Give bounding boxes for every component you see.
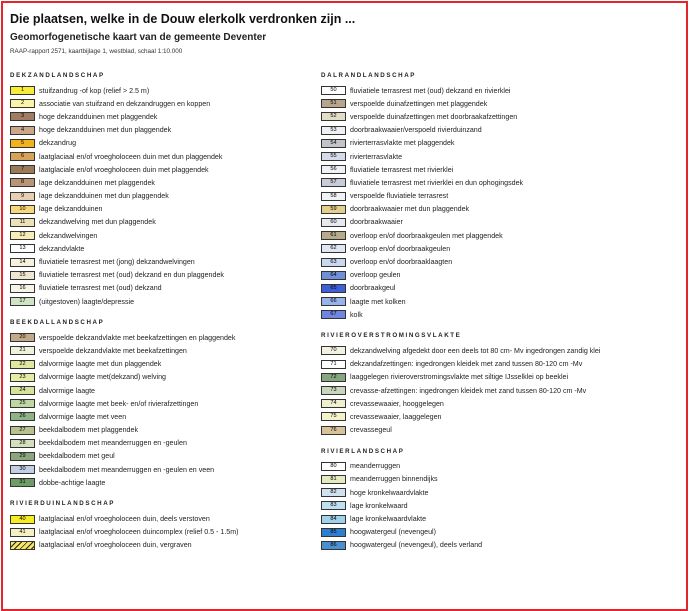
legend-item [321, 176, 683, 189]
legend-label: beekdalbodem met meanderruggen en -geulen [39, 439, 187, 448]
legend-swatch: 75 [321, 412, 346, 421]
legend-label: fluviatiele terrasrest met (oud) dekzand en rivierklei [350, 86, 511, 95]
legend-label: verspoelde fluviatiele terrasrest [350, 192, 449, 201]
legend-swatch: 67 [321, 310, 346, 319]
legend-label: beekdalbodem met meanderruggen en -geulen en veen [39, 465, 215, 474]
legend-label: doorbraakwaaier [350, 218, 403, 227]
legend-section [10, 318, 310, 489]
legend-item [321, 526, 683, 539]
legend-swatch: 15 [10, 271, 35, 280]
legend-label: dekzandafzettingen: ingedrongen kleidek met zand tussen 80-120 cm -Mv [350, 360, 583, 369]
legend-swatch: 21 [10, 346, 35, 355]
legend-item [321, 344, 683, 357]
legend-label: dekzandrug [39, 139, 77, 148]
legend-swatch: 72 [321, 373, 346, 382]
legend-swatch: 86 [321, 541, 346, 550]
legend-label: dekzandwelving met dun plaggendek [39, 218, 156, 227]
legend-swatch: 62 [321, 244, 346, 253]
section-heading: BEEKDALLANDSCHAP [10, 319, 105, 327]
legend-item [10, 424, 310, 437]
section-heading: RIVIERDUINLANDSCHAP [10, 500, 115, 508]
legend-item [10, 216, 310, 229]
legend-label: fluviatiele terrasrest met (oud) dekzand [39, 284, 162, 293]
legend-item [10, 84, 310, 97]
legend-item [10, 110, 310, 123]
legend-item [10, 97, 310, 110]
legend-item [321, 84, 683, 97]
legend-item [321, 371, 683, 384]
legend-item [10, 163, 310, 176]
legend-column-right [321, 71, 683, 552]
legend-item [10, 229, 310, 242]
legend-swatch: 16 [10, 284, 35, 293]
legend-label: meanderruggen [350, 462, 401, 471]
legend-swatch: 65 [321, 284, 346, 293]
legend-label: dekzandwelvingen [39, 231, 98, 240]
legend-item [10, 384, 310, 397]
legend-label: laatglaciaal en/of vroegholoceen duin, vergraven [39, 541, 192, 550]
legend-swatch: 1 [10, 86, 35, 95]
legend-item [10, 242, 310, 255]
legend-label: hoge dekzandduinen met dun plaggendek [39, 126, 172, 135]
legend-label: laatglaciaal en/of vroegholoceen duin met dun plaggendek [39, 152, 223, 161]
legend-swatch: 22 [10, 360, 35, 369]
legend-item [321, 163, 683, 176]
legend-label: dekzandvlakte [39, 244, 85, 253]
legend-swatch: 51 [321, 99, 346, 108]
legend-item [321, 424, 683, 437]
legend-label: overloop en/of doorbraaklaagten [350, 258, 453, 267]
legend-item [10, 124, 310, 137]
legend-swatch: 28 [10, 439, 35, 448]
legend-item [10, 512, 310, 525]
legend-item [321, 269, 683, 282]
legend-label: lage kronkelwaard [350, 501, 408, 510]
legend-item [10, 371, 310, 384]
legend-item [10, 463, 310, 476]
legend-swatch: 63 [321, 258, 346, 267]
legend-item [321, 539, 683, 552]
legend-item [10, 150, 310, 163]
legend-item [321, 358, 683, 371]
legend-label: doorbraakwaaier met dun plaggendek [350, 205, 470, 214]
legend-label: overloop en/of doorbraakgeulen met plaggendek [350, 231, 503, 240]
legend-item [321, 137, 683, 150]
legend-section [321, 331, 683, 436]
legend-label: hoogwatergeul (nevengeul), deels verland [350, 541, 483, 550]
section-spacer [10, 308, 310, 318]
legend-item [10, 137, 310, 150]
legend-item [321, 410, 683, 423]
legend-item [321, 460, 683, 473]
legend-item [321, 295, 683, 308]
legend-label: (uitgestoven) laagte/depressie [39, 297, 135, 306]
legend-label: hoogwatergeul (nevengeul) [350, 528, 436, 537]
legend-label: rivierterrasvlakte met plaggendek [350, 139, 455, 148]
legend-item [10, 526, 310, 539]
legend-swatch: 9 [10, 192, 35, 201]
legend-label: laatglaciaal en/of vroegholoceen duin, deels verstoven [39, 515, 210, 524]
legend-swatch: 71 [321, 360, 346, 369]
legend-label: dekzandwelving afgedekt door een deels tot 80 cm- Mv ingedrongen zandig klei [350, 346, 601, 355]
legend-swatch: 4 [10, 126, 35, 135]
legend-swatch: 70 [321, 346, 346, 355]
legend-swatch: 50 [321, 86, 346, 95]
legend-item [10, 203, 310, 216]
section-spacer [321, 437, 683, 447]
legend-section [321, 71, 683, 321]
legend-swatch: 26 [10, 412, 35, 421]
legend-item [321, 97, 683, 110]
legend-label: meanderruggen binnendijks [350, 475, 438, 484]
legend-swatch: 58 [321, 192, 346, 201]
legend-label: lage dekzandduinen [39, 205, 103, 214]
legend-item [10, 190, 310, 203]
legend-label: kolk [350, 310, 363, 319]
legend-label: fluviatiele terrasrest met (jong) dekzandwelvingen [39, 258, 195, 267]
legend-label: hoge kronkelwaardvlakte [350, 488, 429, 497]
legend-label: laagte met kolken [350, 297, 406, 306]
legend-swatch: 29 [10, 452, 35, 461]
legend-section [10, 71, 310, 308]
legend-item [321, 124, 683, 137]
legend-item [10, 331, 310, 344]
legend-swatch: 25 [10, 399, 35, 408]
legend-item [321, 499, 683, 512]
legend-item [321, 255, 683, 268]
legend-swatch: 31 [10, 478, 35, 487]
legend-swatch: 27 [10, 426, 35, 435]
legend-label: fluviatiele terrasrest met rivierklei [350, 165, 454, 174]
section-heading: DALRANDLANDSCHAP [321, 72, 417, 79]
legend-item [321, 203, 683, 216]
legend-item [10, 410, 310, 423]
legend-item [10, 450, 310, 463]
legend-item [10, 476, 310, 489]
page-subtitle: Geomorfogenetische kaart van de gemeente Deventer [10, 32, 267, 43]
section-heading: RIVIEROVERSTROMINGSVLAKTE [321, 332, 462, 340]
legend-item [321, 282, 683, 295]
legend-label: lage dekzandduinen met dun plaggendek [39, 192, 169, 201]
legend-swatch: 59 [321, 205, 346, 214]
legend-swatch: 52 [321, 112, 346, 121]
legend-label: stuifzandrug -of kop (relief > 2.5 m) [39, 86, 150, 95]
legend-label: lage dekzandduinen met plaggendek [39, 178, 155, 187]
legend-label: dalvormige laagte met beek- en/of rivierafzettingen [39, 399, 199, 408]
legend-swatch: 85 [321, 528, 346, 537]
legend-item [321, 384, 683, 397]
legend-item [10, 397, 310, 410]
legend-swatch: 40 [10, 515, 35, 524]
legend-swatch: 80 [321, 462, 346, 471]
legend-swatch: 17 [10, 297, 35, 306]
legend-swatch: 82 [321, 488, 346, 497]
legend-item [321, 150, 683, 163]
legend-swatch: 64 [321, 271, 346, 280]
legend-item [10, 358, 310, 371]
legend-label: rivierterrasvlakte [350, 152, 403, 161]
section-heading: DEKZANDLANDSCHAP [10, 72, 105, 79]
legend-label: crevassegeul [350, 426, 392, 435]
legend-item [10, 344, 310, 357]
legend-label: laatglaciaal en/of vroegholoceen duincomplex (relief 0.5 - 1.5m) [39, 528, 239, 537]
legend-column-left [10, 71, 310, 552]
legend-swatch: 41 [10, 528, 35, 537]
legend-frame [1, 1, 688, 611]
legend-swatch: 8 [10, 178, 35, 187]
legend-swatch: 14 [10, 258, 35, 267]
legend-label: dalvormige laagte [39, 386, 95, 395]
legend-item [321, 473, 683, 486]
legend-label: dalvormige laagte met veen [39, 412, 127, 421]
legend-item [10, 539, 310, 552]
legend-label: dalvormige laagte met(dekzand) welving [39, 373, 166, 382]
legend-swatch: 54 [321, 139, 346, 148]
legend-swatch: 56 [321, 165, 346, 174]
legend-item [321, 308, 683, 321]
legend-swatch: 60 [321, 218, 346, 227]
legend-label: crevasse-afzettingen: ingedrongen kleidek met zand tussen 80-120 cm -Mv [350, 386, 587, 395]
legend-label: beekdalbodem met plaggendek [39, 426, 138, 435]
legend-label: crevassewaaier, hooggelegen [350, 399, 444, 408]
legend-label: overloop geulen [350, 271, 401, 280]
legend-swatch: 81 [321, 475, 346, 484]
legend-item [321, 486, 683, 499]
legend-section [321, 447, 683, 552]
legend-swatch: 84 [321, 515, 346, 524]
legend-swatch: 55 [321, 152, 346, 161]
legend-item [321, 512, 683, 525]
legend-item [321, 229, 683, 242]
legend-label: overloop en/of doorbraakgeulen [350, 244, 451, 253]
legend-label: fluviatiele terrasrest met rivierklei en dun ophogingsdek [350, 178, 524, 187]
legend-item [10, 437, 310, 450]
legend-swatch: 76 [321, 426, 346, 435]
legend-swatch: 83 [321, 501, 346, 510]
legend-label: verspoelde duinafzettingen met doorbraakafzettingen [350, 112, 518, 121]
legend-swatch: 61 [321, 231, 346, 240]
report-reference: RAAP-rapport 2571, kaartbijlage 1, westblad, schaal 1:10.000 [10, 48, 183, 55]
legend-label: dalvormige laagte met dun plaggendek [39, 360, 162, 369]
legend-label: verspoelde dekzandvlakte met beekafzettingen en plaggendek [39, 333, 236, 342]
legend-swatch: 53 [321, 126, 346, 135]
legend-swatch: 57 [321, 178, 346, 187]
legend-swatch: 12 [10, 231, 35, 240]
legend-label: lage kronkelwaardvlakte [350, 515, 427, 524]
legend-label: hoge dekzandduinen met plaggendek [39, 112, 158, 121]
legend-label: doorbraakwaaier/verspoeld rivierduinzand [350, 126, 482, 135]
legend-label: doorbraakgeul [350, 284, 396, 293]
legend-swatch: 30 [10, 465, 35, 474]
legend-swatch: 11 [10, 218, 35, 227]
legend-label: fluviatiele terrasrest met (oud) dekzand en dun plaggendek [39, 271, 224, 280]
legend-item [10, 255, 310, 268]
legend-swatch: 10 [10, 205, 35, 214]
legend-section [10, 499, 310, 552]
legend-swatch: 7 [10, 165, 35, 174]
section-heading: RIVIERLANDSCHAP [321, 447, 405, 455]
legend-swatch: 2 [10, 99, 35, 108]
legend-item [321, 242, 683, 255]
legend-swatch: 66 [321, 297, 346, 306]
legend-label: verspoelde duinafzettingen met plaggendek [350, 99, 488, 108]
legend-label: dobbe-achtige laagte [39, 478, 106, 487]
legend-label: crevassewaaier, laaggelegen [350, 412, 442, 421]
section-spacer [321, 321, 683, 331]
legend-label: associatie van stuifzand en dekzandruggen en koppen [39, 99, 211, 108]
legend-swatch: 13 [10, 244, 35, 253]
legend-swatch: 74 [321, 399, 346, 408]
legend-swatch: 73 [321, 386, 346, 395]
section-spacer [10, 489, 310, 499]
legend-swatch: 6 [10, 152, 35, 161]
legend-label: verspoelde dekzandvlakte met beekafzettingen [39, 346, 187, 355]
legend-swatch: 24 [10, 386, 35, 395]
legend-item [321, 190, 683, 203]
legend-label: laatglaciale en/of vroegholoceen duin met plaggendek [39, 165, 209, 174]
legend-item [10, 176, 310, 189]
legend-item [321, 110, 683, 123]
legend-item [10, 295, 310, 308]
legend-item [321, 397, 683, 410]
legend-swatch: 23 [10, 373, 35, 382]
legend-swatch: 5 [10, 139, 35, 148]
legend-item [10, 282, 310, 295]
legend-label: laaggelegen rivieroverstromingsvlakte met siltige IJsselklei op beeklei [350, 373, 569, 382]
legend-swatch: 20 [10, 333, 35, 342]
page-title: Die plaatsen, welke in de Douw elerkolk verdronken zijn ... [10, 12, 356, 26]
legend-swatch [10, 541, 35, 550]
legend-item [10, 269, 310, 282]
legend-swatch: 3 [10, 112, 35, 121]
legend-item [321, 216, 683, 229]
legend-label: beekdalbodem met geul [39, 452, 115, 461]
